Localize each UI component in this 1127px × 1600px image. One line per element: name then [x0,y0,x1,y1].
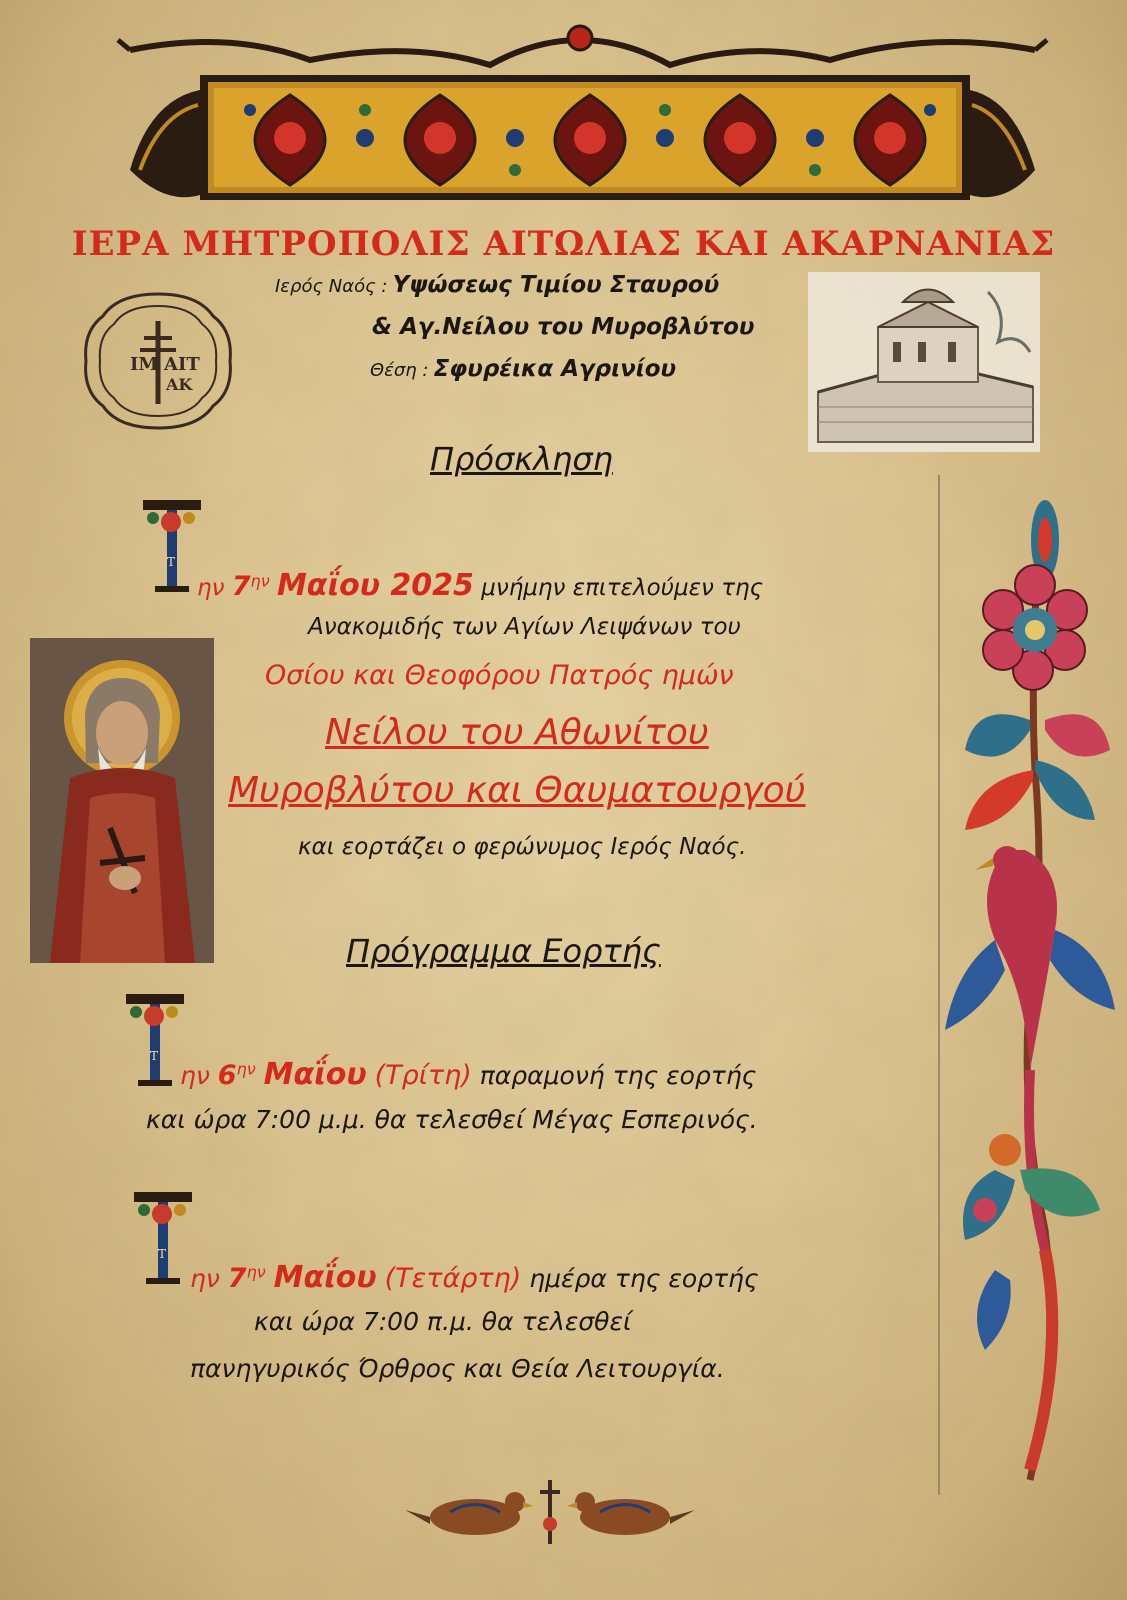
location-label: Θέση : [370,360,429,381]
invitation-line-1 [197,568,763,603]
invitation-heading: Πρόσκληση [430,440,613,478]
church-name-2: & Αγ.Νείλου του Μυροβλύτου [372,314,755,340]
header-ornament-icon [110,20,1055,215]
item-1-weekday: (Τρίτη) [374,1060,472,1091]
item-2-month: Μαΐου [273,1260,377,1295]
program-item-1-line-2: και ώρα 7:00 μ.μ. θα τελεσθεί Μέγας Εσπερινός. [146,1105,758,1134]
item-2-day: 7 [227,1263,247,1294]
floral-vine-icon [935,470,1125,1490]
item-2-day-suffix: ην [246,1262,266,1282]
church-line [275,272,719,298]
illuminated-initial-icon [135,496,205,596]
church-label: Ιερός Ναός : [275,276,388,297]
illuminated-initial-icon [126,1188,196,1288]
invitation-line-2: Ανακομιδής των Αγίων Λειψάνων του [308,614,741,640]
item-2-prefix: ην [190,1264,220,1293]
item-2-rest: ημέρα της εορτής [529,1264,759,1293]
invitation-date: Μαΐου 2025 [276,568,474,603]
invitation-prefix: ην [197,575,225,601]
saint-name-line-1: Νείλου του Αθωνίτου [325,712,709,753]
initial-letter: Τ [166,555,176,569]
item-1-day: 6 [217,1060,237,1091]
location-value: Σφυρέικα Αγρινίου [433,356,677,382]
initial-letter: Τ [149,1049,159,1063]
saint-icon-image [30,638,214,963]
svg-text:ΑΚ: ΑΚ [166,375,193,394]
location-line [370,356,676,382]
svg-text:ΙΜ: ΙΜ [130,354,159,375]
program-heading: Πρόγραμμα Εορτής [346,932,661,970]
item-1-prefix: ην [180,1061,210,1090]
invitation-day: 7 [231,571,251,602]
metropolis-title: ΙΕΡΑ ΜΗΤΡΟΠΟΛΙΣ ΑΙΤΩΛΙΑΣ ΚΑΙ ΑΚΑΡΝΑΝΙΑΣ [71,224,1056,264]
item-1-rest: παραμονή της εορτής [479,1061,757,1090]
church-name-1: Υψώσεως Τιμίου Σταυρού [392,272,720,298]
church-illustration-icon [808,272,1040,452]
invitation-day-suffix: ην [250,571,270,591]
item-2-weekday: (Τετάρτη) [384,1263,522,1294]
item-1-month: Μαΐου [263,1057,367,1092]
program-item-1-line-1 [180,1057,756,1092]
item-1-day-suffix: ην [236,1059,256,1079]
seal-icon [78,286,238,436]
svg-text:ΑΙΤ: ΑΙΤ [164,354,200,375]
invitation-line-1-rest: μνήμην επιτελούμεν της [481,575,764,601]
invitation-line-4: και εορτάζει ο φερώνυμος Ιερός Ναός. [298,834,747,860]
birds-ornament-icon [405,1472,695,1552]
program-item-2-line-3: πανηγυρικός Όρθρος και Θεία Λειτουργία. [190,1354,725,1383]
church-line-2 [372,314,754,340]
program-item-2-line-2: και ώρα 7:00 π.μ. θα τελεσθεί [254,1307,632,1336]
program-item-2-line-1 [190,1260,759,1295]
invitation-line-3: Οσίου και Θεοφόρου Πατρός ημών [265,660,734,691]
illuminated-initial-icon [118,990,188,1090]
saint-name-line-2: Μυροβλύτου και Θαυματουργού [228,770,806,811]
initial-letter: Τ [157,1247,167,1261]
